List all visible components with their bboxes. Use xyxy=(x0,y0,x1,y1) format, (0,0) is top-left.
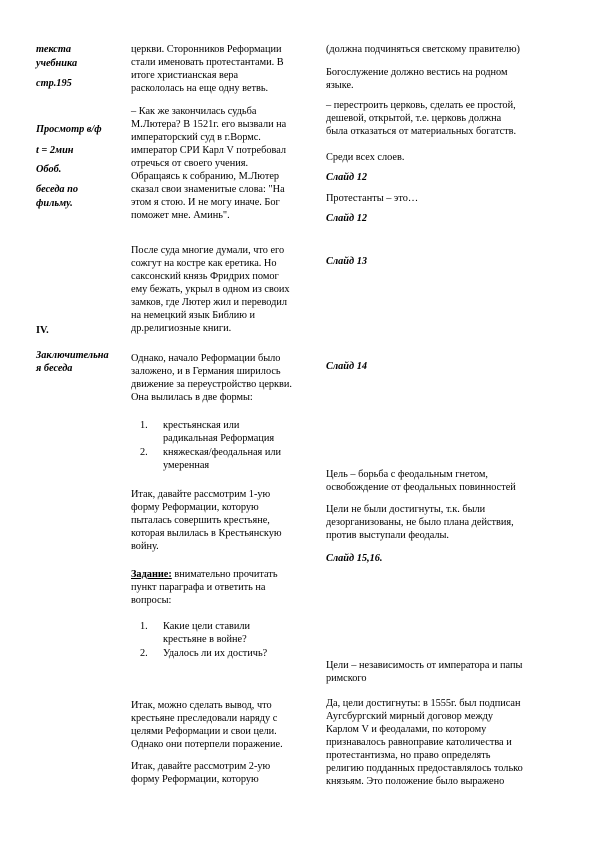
list-item-line: радикальная Реформация xyxy=(163,433,275,444)
text-line: Она вылилась в две формы: xyxy=(131,392,253,403)
left-note-discussion: беседа по xyxy=(36,184,79,195)
text-line: римского xyxy=(326,673,367,684)
left-note-final-cont: я беседа xyxy=(36,363,73,374)
text-line: Итак, давайте рассмотрим 1-ую xyxy=(131,489,271,500)
text-line: стали именовать протестантами. В xyxy=(131,57,284,68)
text-line: целями Реформации и свои цели. xyxy=(131,726,277,737)
right-text-line: Среди всех слоев. xyxy=(326,152,405,163)
text-line: крестьяне преследовали наряду с xyxy=(131,713,278,724)
list-item-line: крестьянская или xyxy=(163,420,240,431)
slide-ref-12b: Слайд 12 xyxy=(326,213,368,224)
slide-ref-13: Слайд 13 xyxy=(326,256,368,267)
text-line: протестантизма, но право определять xyxy=(326,750,491,761)
text-line: форму Реформации, которую xyxy=(131,774,259,785)
text-line: Аугсбургский мирный договор между xyxy=(326,711,493,722)
text-line: Итак, можно сделать вывод, что xyxy=(131,700,272,711)
text-line: князьям. Это положение было выражено xyxy=(326,776,505,787)
left-note-video: Просмотр в/ф xyxy=(36,124,102,135)
slide-ref-12: Слайд 12 xyxy=(326,172,368,183)
slide-ref-14: Слайд 14 xyxy=(326,361,368,372)
text-line: Однако, начало Реформации было xyxy=(131,353,281,364)
text-line: движение за переустройство церкви. xyxy=(131,379,292,390)
text-line: этом я стою. И не могу иначе. Бог xyxy=(131,197,280,208)
text-line: император СРИ Карл V потребовал xyxy=(131,145,287,156)
text-line: на немецкий язык Библию и xyxy=(131,310,256,321)
text-line: вопросы: xyxy=(131,595,172,606)
left-note-page: стр.195 xyxy=(36,78,72,89)
list-item-line: княжеская/феодальная или xyxy=(163,447,282,458)
task-text: внимательно прочитать xyxy=(171,569,278,580)
section-number: IV. xyxy=(36,325,49,336)
list-number: 1. xyxy=(140,420,148,431)
text-line: языке. xyxy=(326,80,354,91)
text-line: сожгут на костре как еретика. Но xyxy=(131,258,277,269)
text-line: признавалось равноправие католичества и xyxy=(326,737,512,748)
text-line: После суда многие думали, что его xyxy=(131,245,285,256)
text-line: итоге христианская вера xyxy=(131,70,239,81)
text-line: Да, цели достигнуты: в 1555г. был подписан xyxy=(326,698,521,709)
list-number: 1. xyxy=(140,621,148,632)
list-number: 2. xyxy=(140,648,148,659)
text-line: освобождение от феодальных повинностей xyxy=(326,482,516,493)
left-note-film: фильму. xyxy=(36,198,73,209)
text-line: императорский суд в г.Вормс. xyxy=(131,132,261,143)
left-note-textbook: учебника xyxy=(36,58,78,69)
list-item-line: крестьяне в войне? xyxy=(163,634,247,645)
right-text-line: Протестанты – это… xyxy=(326,193,419,204)
text-line: поможет мне. Аминь". xyxy=(131,210,230,221)
text-line: раскололась на еще одну ветвь. xyxy=(131,83,269,94)
text-line: Цели – независимость от императора и папы xyxy=(326,660,523,671)
text-line: против выступали феодалы. xyxy=(326,530,449,541)
text-line: М.Лютера? В 1521г. его вызвали на xyxy=(131,119,287,130)
text-line: дешевой, открытой, т.е. церковь должна xyxy=(326,113,502,124)
text-line: которая вылилась в Крестьянскую xyxy=(131,528,282,539)
text-line: была отказаться от материальных богатств. xyxy=(326,126,517,137)
text-line: Обращаясь к собранию, М.Лютер xyxy=(131,171,280,182)
text-line xyxy=(131,569,278,581)
text-line: отречься от своего учения. xyxy=(131,158,249,169)
text-line: Цели не были достигнуты, т.к. были xyxy=(326,504,486,515)
text-line: Богослужение должно вестись на родном xyxy=(326,67,508,78)
text-line: Итак, давайте рассмотрим 2-ую xyxy=(131,761,271,772)
text-line: замков, где Лютер жил и переводил xyxy=(131,297,287,308)
text-line: пункт параграфа и ответить на xyxy=(131,582,266,593)
text-line: войну. xyxy=(131,541,159,552)
text-line: форму Реформации, которую xyxy=(131,502,259,513)
list-item-line: Какие цели ставили xyxy=(163,621,251,632)
list-item-line: Удалось ли их достичь? xyxy=(163,648,268,659)
left-note-summary: Обоб. xyxy=(36,164,62,175)
text-line: пыталась совершить крестьяне, xyxy=(131,515,270,526)
text-line: Карлом V и феодалами, по которому xyxy=(326,724,487,735)
text-line: – перестроить церковь, сделать ее простой, xyxy=(326,100,516,111)
text-line: сказал свои знаменитые слова: "На xyxy=(131,184,285,195)
list-number: 2. xyxy=(140,447,148,458)
left-note-text: текста xyxy=(36,44,71,55)
list-item-line: умеренная xyxy=(163,460,210,471)
text-line: др.религиозные книги. xyxy=(131,323,232,334)
text-line: заложено, и в Германия ширилось xyxy=(131,366,281,377)
text-line: Цель – борьба с феодальным гнетом, xyxy=(326,469,488,480)
text-line: дезорганизованы, не было плана действия, xyxy=(326,517,514,528)
text-line: – Как же закончилась судьба xyxy=(131,106,257,117)
left-note-final: Заключительна xyxy=(36,350,109,361)
text-line: саксонский князь Фридрих помог xyxy=(131,271,279,282)
text-line: религию подданных предоставлялось только xyxy=(326,763,523,774)
slide-ref-15-16: Слайд 15,16. xyxy=(326,553,383,564)
text-line: ему бежать, укрыл в одном из своих xyxy=(131,284,290,295)
right-text-line: (должна подчиняться светскому правителю) xyxy=(326,44,520,55)
text-line: Однако они потерпели поражение. xyxy=(131,739,283,750)
task-label: Задание: xyxy=(131,569,172,580)
left-note-time: t = 2мин xyxy=(36,145,74,156)
text-line: церкви. Сторонников Реформации xyxy=(131,44,282,55)
